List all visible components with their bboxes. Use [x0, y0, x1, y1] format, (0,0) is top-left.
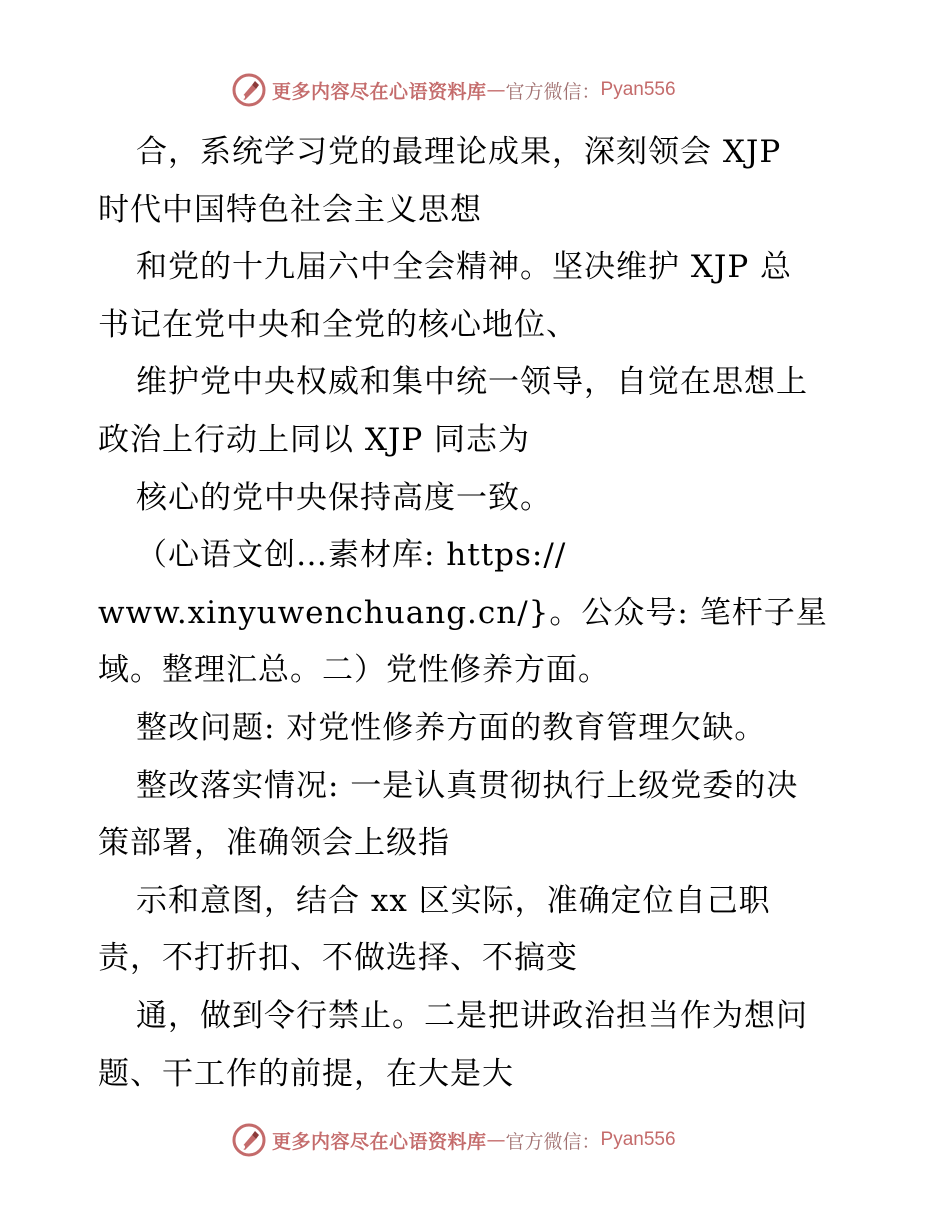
document-line: 合，系统学习党的最理论成果，深刻领会 XJP — [136, 134, 782, 170]
document-line: 书记在党中央和全党的核心地位、 — [98, 306, 578, 343]
document-line: 核心的党中央保持高度一致。 — [136, 479, 552, 516]
document-line: 策部署，准确领会上级指 — [98, 825, 450, 862]
document-line: 题、干工作的前提，在大是大 — [98, 1055, 514, 1092]
pen-logo-icon — [232, 73, 266, 107]
watermark-label: 官方微信： — [505, 80, 601, 103]
footer-watermark — [232, 1120, 752, 1160]
document-line: 和党的十九届六中全会精神。坚决维护 XJP 总 — [136, 249, 793, 286]
watermark-label: 官方微信： — [505, 1130, 601, 1153]
document-line: 维护党中央权威和集中统一领导，自觉在思想上 — [136, 364, 808, 401]
document-line: 时代中国特色社会主义思想 — [98, 191, 482, 228]
watermark-wechat-id: Pyan556 — [600, 79, 676, 100]
header-watermark — [232, 70, 752, 110]
watermark-main-text: 更多内容尽在心语资料库 — [272, 80, 487, 103]
document-line: 整改问题: 对党性修养方面的教育管理欠缺。 — [136, 709, 767, 746]
pen-logo-icon — [232, 1123, 266, 1157]
watermark-wechat-id: Pyan556 — [600, 1129, 676, 1150]
document-line: 政治上行动上同以 XJP 同志为 — [98, 421, 531, 458]
document-line: （心语文创…素材库: https:// — [136, 537, 567, 574]
document-line: 整改落实情况: 一是认真贯彻执行上级党委的决 — [136, 767, 799, 804]
watermark-dash: — — [486, 79, 506, 101]
document-line: www.xinyuwenchuang.cn/}。公众号: 笔杆子星 — [98, 594, 828, 631]
document-line: 域。整理汇总。二）党性修养方面。 — [98, 652, 610, 689]
document-line: 责，不打折扣、不做选择、不搞变 — [98, 940, 578, 977]
document-line: 通，做到令行禁止。二是把讲政治担当作为想问 — [136, 997, 808, 1034]
watermark-main-text: 更多内容尽在心语资料库 — [272, 1130, 487, 1153]
document-body — [98, 124, 868, 1103]
document-line: 示和意图，结合 xx 区实际，准确定位自己职 — [136, 882, 771, 919]
watermark-dash: — — [486, 1129, 506, 1151]
